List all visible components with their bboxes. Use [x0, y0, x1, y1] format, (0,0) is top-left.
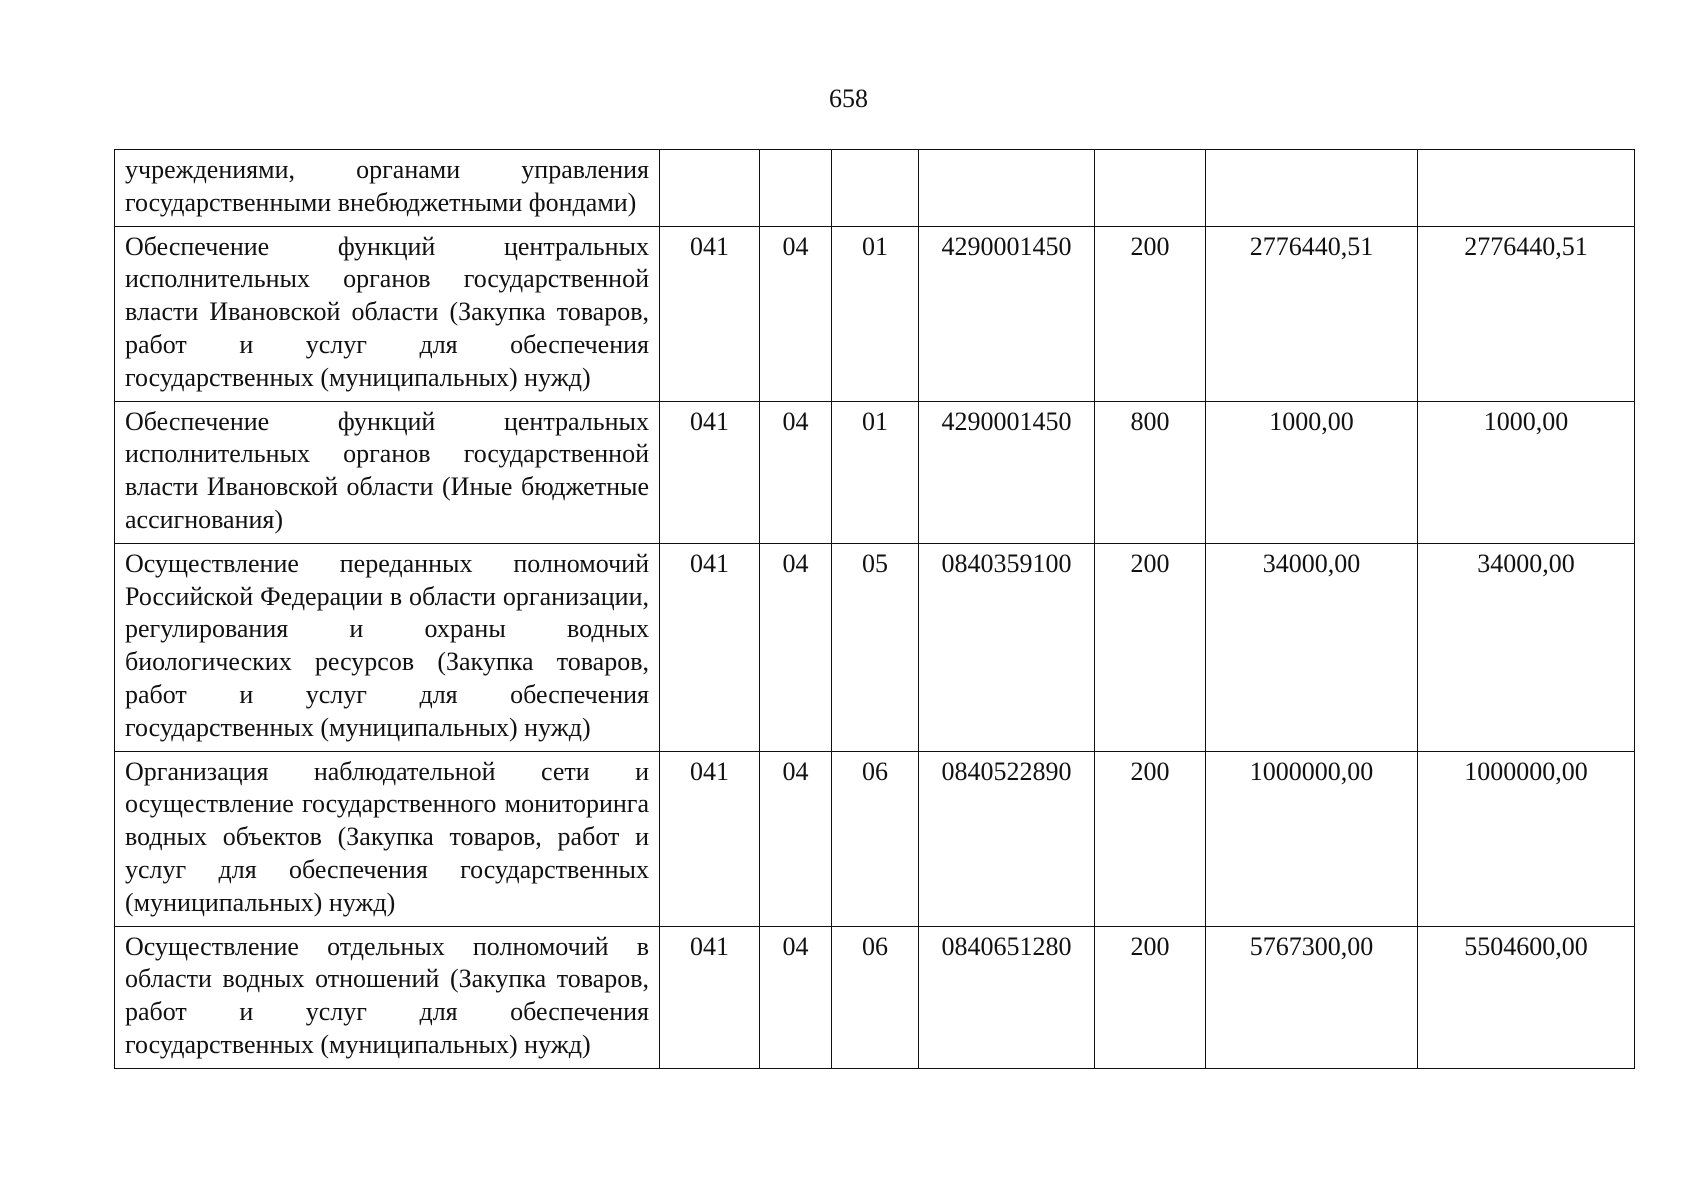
podrazdel-code: 06: [832, 926, 919, 1068]
razdel-code: 04: [760, 401, 832, 543]
row-description: Осуществление переданных полномочий Российской Федерации в области организации, регулирования и охраны водных биологических ресурсов (Закупка товаров, работ и услуг для обеспечения государственных (муниципальных) нужд): [115, 543, 660, 751]
razdel-code: 04: [760, 543, 832, 751]
table-row: [115, 543, 1635, 751]
csr-code: 4290001450: [919, 401, 1095, 543]
table-row: [115, 926, 1635, 1068]
sum-year2: 1000000,00: [1418, 751, 1635, 926]
table-row: [115, 751, 1635, 926]
sum-year2: [1418, 150, 1635, 227]
csr-code: 4290001450: [919, 226, 1095, 401]
sum-year1: 1000000,00: [1206, 751, 1418, 926]
csr-code: 0840522890: [919, 751, 1095, 926]
csr-code: 0840651280: [919, 926, 1095, 1068]
vr-code: 200: [1095, 751, 1206, 926]
budget-table: [114, 149, 1635, 1069]
table-row: [115, 226, 1635, 401]
sum-year1: 1000,00: [1206, 401, 1418, 543]
razdel-code: 04: [760, 226, 832, 401]
sum-year1: [1206, 150, 1418, 227]
vr-code: [1095, 150, 1206, 227]
row-description: Обеспечение функций центральных исполнительных органов государственной власти Ивановской области (Иные бюджетные ассигнования): [115, 401, 660, 543]
vr-code: 800: [1095, 401, 1206, 543]
podrazdel-code: 06: [832, 751, 919, 926]
sum-year1: 34000,00: [1206, 543, 1418, 751]
row-description: Организация наблюдательной сети и осуществление государственного мониторинга водных объектов (Закупка товаров, работ и услуг для обеспечения государственных (муниципальных) нужд): [115, 751, 660, 926]
sum-year2: 5504600,00: [1418, 926, 1635, 1068]
table-row: [115, 150, 1635, 227]
sum-year2: 1000,00: [1418, 401, 1635, 543]
podrazdel-code: [832, 150, 919, 227]
vr-code: 200: [1095, 226, 1206, 401]
row-description: учреждениями, органами управления государственными внебюджетными фондами): [115, 150, 660, 227]
page-number: 658: [829, 84, 868, 113]
sum-year1: 5767300,00: [1206, 926, 1418, 1068]
podrazdel-code: 05: [832, 543, 919, 751]
ved-code: 041: [660, 543, 760, 751]
ved-code: 041: [660, 401, 760, 543]
ved-code: [660, 150, 760, 227]
ved-code: 041: [660, 751, 760, 926]
razdel-code: 04: [760, 926, 832, 1068]
podrazdel-code: 01: [832, 226, 919, 401]
row-description: Осуществление отдельных полномочий в области водных отношений (Закупка товаров, работ и услуг для обеспечения государственных (муниципальных) нужд): [115, 926, 660, 1068]
razdel-code: 04: [760, 751, 832, 926]
table-row: [115, 401, 1635, 543]
sum-year2: 34000,00: [1418, 543, 1635, 751]
vr-code: 200: [1095, 543, 1206, 751]
razdel-code: [760, 150, 832, 227]
vr-code: 200: [1095, 926, 1206, 1068]
csr-code: [919, 150, 1095, 227]
ved-code: 041: [660, 926, 760, 1068]
podrazdel-code: 01: [832, 401, 919, 543]
ved-code: 041: [660, 226, 760, 401]
sum-year1: 2776440,51: [1206, 226, 1418, 401]
row-description: Обеспечение функций центральных исполнительных органов государственной власти Ивановской области (Закупка товаров, работ и услуг для обеспечения государственных (муниципальных) нужд): [115, 226, 660, 401]
sum-year2: 2776440,51: [1418, 226, 1635, 401]
csr-code: 0840359100: [919, 543, 1095, 751]
